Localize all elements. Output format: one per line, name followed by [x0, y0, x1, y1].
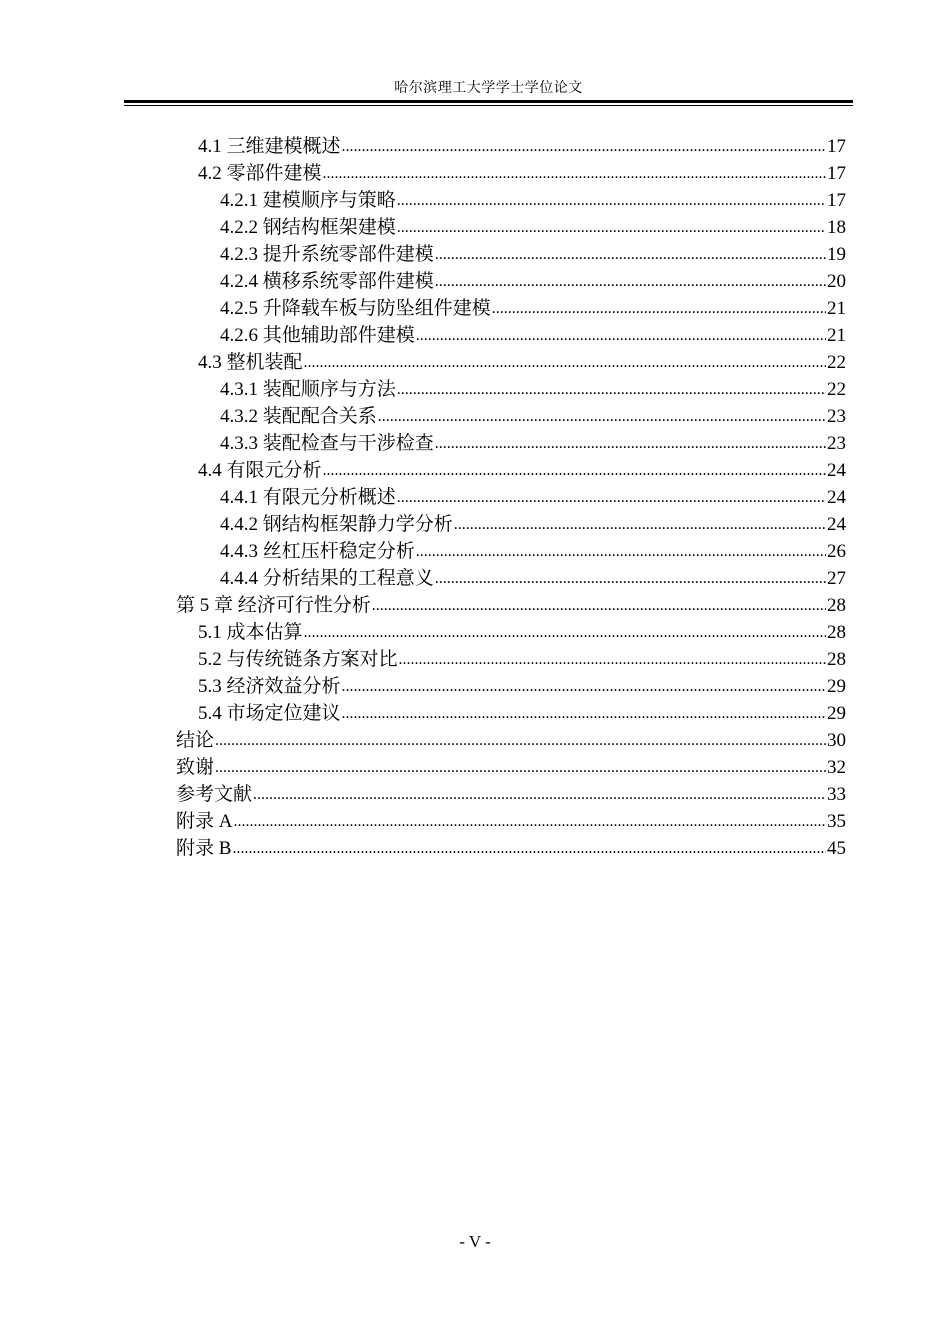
toc-dot-leader [342, 673, 826, 700]
toc-entry-page: 19 [827, 244, 846, 265]
toc-dot-leader [342, 700, 826, 727]
toc-entry[interactable] [176, 268, 846, 295]
toc-dot-leader [397, 376, 826, 403]
toc-entry-page: 24 [827, 487, 846, 508]
toc-dot-leader [323, 457, 826, 484]
toc-entry-title: 结论 [176, 730, 215, 751]
toc-entry-page: 18 [827, 217, 846, 238]
header-rule-thick [124, 100, 853, 103]
toc-entry-title: 参考文献 [176, 784, 253, 805]
toc-entry[interactable] [176, 808, 846, 835]
toc-entry-page: 28 [827, 649, 846, 670]
toc-dot-leader [215, 727, 826, 754]
toc-dot-leader [399, 646, 826, 673]
toc-entry-page: 24 [827, 514, 846, 535]
toc-entry-page: 17 [827, 136, 846, 157]
toc-entry-title: 4.4 有限元分析 [198, 460, 322, 481]
toc-entry[interactable] [176, 322, 846, 349]
toc-dot-leader [304, 349, 826, 376]
toc-entry-page: 20 [827, 271, 846, 292]
toc-entry[interactable] [176, 214, 846, 241]
toc-dot-leader [342, 133, 826, 160]
toc-entry-title: 4.3.1 装配顺序与方法 [220, 379, 396, 400]
toc-dot-leader [454, 511, 826, 538]
toc-entry[interactable] [176, 673, 846, 700]
toc-entry[interactable] [176, 430, 846, 457]
toc-entry-title: 4.3.3 装配检查与干涉检查 [220, 433, 434, 454]
toc-entry-page: 45 [827, 838, 846, 859]
toc-entry[interactable] [176, 592, 846, 619]
toc-entry[interactable] [176, 754, 846, 781]
toc-entry-title: 4.3 整机装配 [198, 352, 303, 373]
toc-entry[interactable] [176, 538, 846, 565]
toc-dot-leader [253, 781, 826, 808]
toc-entry-page: 17 [827, 163, 846, 184]
toc-entry-title: 4.2.1 建模顺序与策略 [220, 190, 396, 211]
toc-entry-title: 4.4.4 分析结果的工程意义 [220, 568, 434, 589]
toc-dot-leader [416, 322, 826, 349]
toc-entry-page: 35 [827, 811, 846, 832]
toc-dot-leader [435, 268, 826, 295]
toc-entry-page: 32 [827, 757, 846, 778]
toc-dot-leader [435, 241, 826, 268]
toc-entry-page: 23 [827, 406, 846, 427]
toc-entry-page: 24 [827, 460, 846, 481]
toc-entry[interactable] [176, 187, 846, 214]
toc-dot-leader [372, 592, 826, 619]
toc-entry[interactable] [176, 646, 846, 673]
toc-dot-leader [435, 565, 826, 592]
toc-entry[interactable] [176, 835, 846, 862]
toc-dot-leader [416, 538, 826, 565]
toc-entry[interactable] [176, 349, 846, 376]
toc-entry-page: 22 [827, 352, 846, 373]
toc-entry-title: 4.4.2 钢结构框架静力学分析 [220, 514, 453, 535]
toc-entry-title: 附录 A [176, 811, 233, 832]
toc-entry-title: 5.1 成本估算 [198, 622, 303, 643]
toc-entry-title: 5.4 市场定位建议 [198, 703, 341, 724]
toc-entry-page: 29 [827, 703, 846, 724]
toc-dot-leader [323, 160, 826, 187]
toc-entry[interactable] [176, 565, 846, 592]
toc-entry[interactable] [176, 403, 846, 430]
toc-dot-leader [215, 754, 826, 781]
toc-entry[interactable] [176, 700, 846, 727]
page-header-title: 哈尔滨理工大学学士学位论文 [394, 81, 583, 96]
toc-entry-title: 致谢 [176, 757, 215, 778]
toc-dot-leader [397, 187, 826, 214]
toc-entry-title: 4.2.2 钢结构框架建模 [220, 217, 396, 238]
toc-entry-title: 4.2.5 升降载车板与防坠组件建模 [220, 298, 491, 319]
toc-entry-page: 27 [827, 568, 846, 589]
toc-dot-leader [397, 214, 826, 241]
toc-entry[interactable] [176, 457, 846, 484]
toc-entry-page: 33 [827, 784, 846, 805]
toc-dot-leader [492, 295, 826, 322]
toc-entry-page: 21 [827, 298, 846, 319]
table-of-contents [176, 133, 846, 862]
toc-entry-title: 4.2.3 提升系统零部件建模 [220, 244, 434, 265]
toc-entry-page: 29 [827, 676, 846, 697]
toc-entry[interactable] [176, 376, 846, 403]
toc-dot-leader [232, 835, 826, 862]
toc-entry-title: 附录 B [176, 838, 232, 859]
toc-entry-title: 4.1 三维建模概述 [198, 136, 341, 157]
toc-entry-page: 17 [827, 190, 846, 211]
toc-entry-page: 22 [827, 379, 846, 400]
toc-dot-leader [397, 484, 826, 511]
toc-entry-page: 23 [827, 433, 846, 454]
page-number: - V - [459, 1232, 491, 1251]
toc-entry[interactable] [176, 727, 846, 754]
toc-entry-page: 21 [827, 325, 846, 346]
toc-entry-title: 4.3.2 装配配合关系 [220, 406, 377, 427]
toc-entry-title: 5.3 经济效益分析 [198, 676, 341, 697]
toc-entry-title: 4.2.4 横移系统零部件建模 [220, 271, 434, 292]
toc-entry[interactable] [176, 619, 846, 646]
toc-dot-leader [233, 808, 826, 835]
toc-entry-page: 26 [827, 541, 846, 562]
toc-dot-leader [304, 619, 826, 646]
toc-entry-page: 28 [827, 622, 846, 643]
toc-entry[interactable] [176, 781, 846, 808]
toc-dot-leader [378, 403, 826, 430]
toc-entry-title: 5.2 与传统链条方案对比 [198, 649, 398, 670]
toc-entry-title: 4.4.3 丝杠压杆稳定分析 [220, 541, 415, 562]
toc-entry[interactable] [176, 295, 846, 322]
toc-entry-title: 4.2 零部件建模 [198, 163, 322, 184]
toc-entry-page: 30 [827, 730, 846, 751]
header-rule-thin [124, 105, 853, 106]
toc-dot-leader [435, 430, 826, 457]
toc-entry[interactable] [176, 133, 846, 160]
toc-entry-page: 28 [827, 595, 846, 616]
toc-entry-title: 4.4.1 有限元分析概述 [220, 487, 396, 508]
toc-entry-title: 第 5 章 经济可行性分析 [176, 595, 371, 616]
toc-entry[interactable] [176, 241, 846, 268]
toc-entry[interactable] [176, 484, 846, 511]
toc-entry[interactable] [176, 511, 846, 538]
toc-entry[interactable] [176, 160, 846, 187]
toc-entry-title: 4.2.6 其他辅助部件建模 [220, 325, 415, 346]
